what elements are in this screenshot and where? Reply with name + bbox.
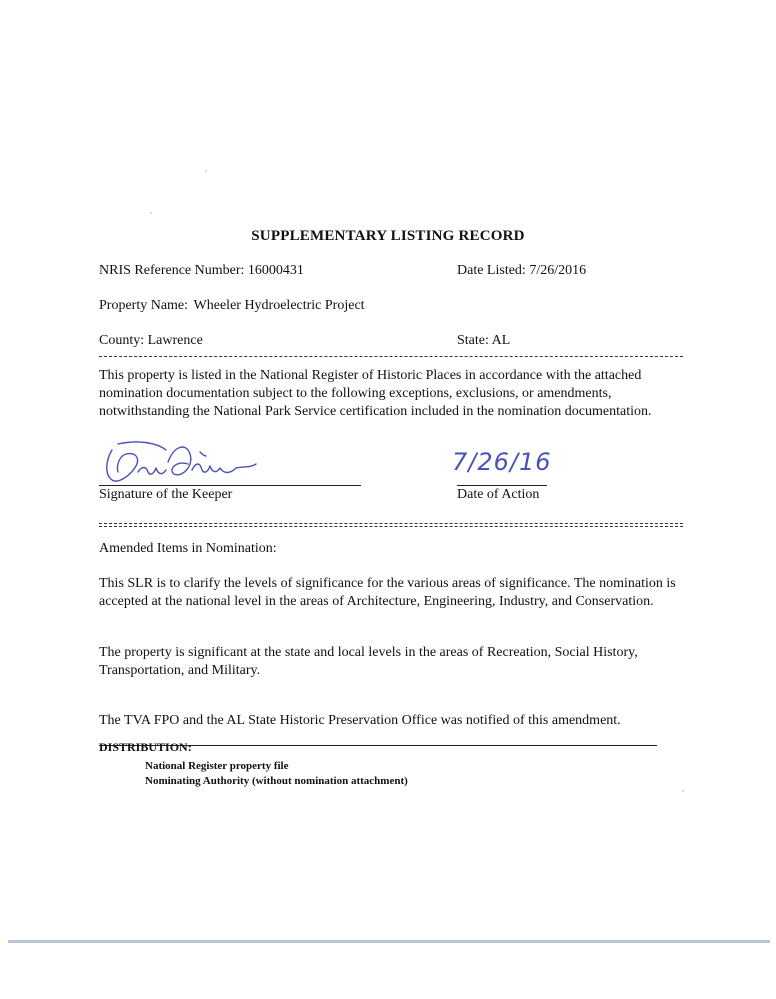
scan-speck bbox=[205, 170, 207, 172]
scan-speck bbox=[150, 212, 152, 214]
state-label: State: bbox=[457, 333, 489, 348]
amended-heading: Amended Items in Nomination: bbox=[99, 541, 277, 556]
state-row bbox=[457, 333, 510, 349]
date-listed-value: 7/26/2016 bbox=[529, 263, 587, 278]
date-listed-row bbox=[457, 263, 586, 279]
listing-statement: This property is listed in the National Register of Historic Places in accordance with the attached nomination documentation subject to the following exceptions, exclusions, or amendments, notwithstanding the National Park Service certification included in the nomination documentation. bbox=[99, 368, 652, 419]
property-label: Property Name: bbox=[99, 298, 189, 313]
distribution-title: DISTRIBUTION: bbox=[99, 740, 192, 754]
county-row bbox=[99, 333, 203, 349]
keeper-label: Signature of the Keeper bbox=[99, 487, 233, 502]
county-label: County: bbox=[99, 333, 145, 348]
amendment-paragraph-2: The property is significant at the state and local levels in the areas of Recreation, Social History, Transportation, and Military. bbox=[99, 645, 638, 678]
scan-speck bbox=[682, 790, 684, 792]
keeper-signature-line bbox=[99, 485, 361, 486]
dashed-divider bbox=[99, 356, 683, 357]
handwritten-date: 7/26/16 bbox=[452, 448, 552, 476]
property-value: Wheeler Hydroelectric Project bbox=[193, 298, 365, 313]
date-of-action-label: Date of Action bbox=[457, 487, 540, 502]
nris-value: 16000431 bbox=[247, 263, 304, 278]
amendment-paragraph-1: This SLR is to clarify the levels of significance for the various areas of significance. The nomination is accepted at the national level in the areas of Architecture, Engineering, Industry, and Conservation. bbox=[99, 576, 676, 609]
document-title: SUPPLEMENTARY LISTING RECORD bbox=[251, 228, 525, 244]
distribution-item: National Register property file bbox=[145, 760, 289, 772]
scan-edge-band bbox=[8, 940, 770, 943]
distribution-item: Nominating Authority (without nomination attachment) bbox=[145, 775, 408, 787]
double-dashed-divider bbox=[99, 523, 683, 527]
date-listed-label: Date Listed: bbox=[457, 263, 526, 278]
nris-row bbox=[99, 263, 304, 279]
state-value: AL bbox=[491, 333, 511, 348]
amendment-paragraph-3: The TVA FPO and the AL State Historic Preservation Office was notified of this amendment. bbox=[99, 713, 621, 728]
nris-label: NRIS Reference Number: bbox=[99, 263, 245, 278]
date-signature-line bbox=[457, 485, 547, 486]
county-value: Lawrence bbox=[147, 333, 203, 348]
property-row bbox=[99, 298, 365, 314]
